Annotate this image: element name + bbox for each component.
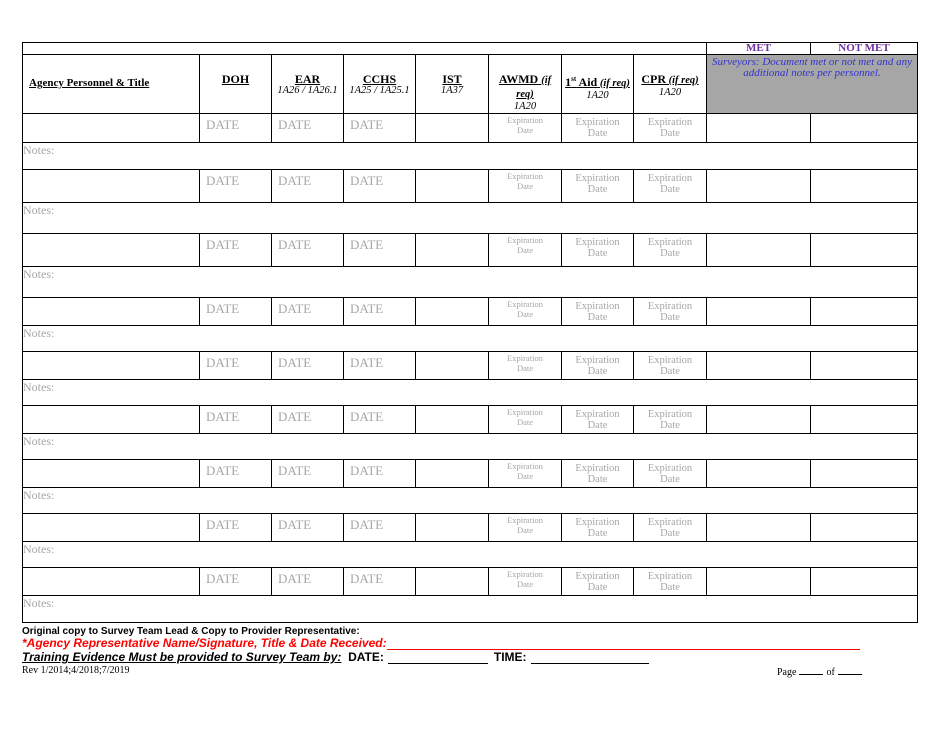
personnel-row: [23, 406, 918, 434]
cpr-expiration-cell[interactable]: Expiration Date: [634, 352, 707, 380]
awmd-expiration-cell[interactable]: Expiration Date: [489, 114, 562, 143]
met-header: MET: [707, 43, 811, 55]
ist-cell[interactable]: [416, 568, 489, 596]
awmd-expiration-cell[interactable]: Expiration Date: [489, 460, 562, 488]
date-cell[interactable]: DATE: [272, 460, 344, 488]
personnel-row: [23, 352, 918, 380]
first-aid-header: 1st Aid (if req) 1A20: [562, 55, 634, 114]
met-cell[interactable]: [707, 460, 811, 488]
personnel-name-cell[interactable]: [23, 170, 200, 203]
cpr-expiration-cell[interactable]: Expiration Date: [634, 514, 707, 542]
personnel-row: [23, 234, 918, 267]
notes-row: [23, 542, 918, 568]
notes-row: [23, 143, 918, 170]
date-cell[interactable]: DATE: [200, 234, 272, 267]
ist-header: IST 1A37: [416, 55, 489, 114]
page-number: Page of: [777, 665, 865, 678]
personnel-training-table: [22, 42, 918, 623]
awmd-expiration-cell[interactable]: Expiration Date: [489, 406, 562, 434]
date-cell[interactable]: DATE: [272, 298, 344, 326]
copy-instructions: Original copy to Survey Team Lead & Copy to Provider Representative:: [22, 626, 360, 637]
date-cell[interactable]: DATE: [272, 514, 344, 542]
not-met-cell[interactable]: [811, 114, 918, 143]
personnel-row: [23, 114, 918, 143]
ist-cell[interactable]: [416, 514, 489, 542]
ear-header: EAR 1A26 / 1A26.1: [272, 55, 344, 114]
notes-cell[interactable]: Notes:: [23, 326, 918, 352]
notes-cell[interactable]: Notes:: [23, 267, 918, 298]
revision-label: Rev 1/2014;4/2018;7/2019: [22, 665, 130, 676]
ist-cell[interactable]: [416, 114, 489, 143]
awmd-expiration-cell[interactable]: Expiration Date: [489, 568, 562, 596]
time-blank[interactable]: [531, 651, 649, 664]
awmd-expiration-cell[interactable]: Expiration Date: [489, 514, 562, 542]
awmd-expiration-cell[interactable]: Expiration Date: [489, 298, 562, 326]
date-cell[interactable]: DATE: [272, 568, 344, 596]
not-met-cell[interactable]: [811, 170, 918, 203]
cpr-expiration-cell[interactable]: Expiration Date: [634, 298, 707, 326]
awmd-expiration-cell[interactable]: Expiration Date: [489, 170, 562, 203]
not-met-cell[interactable]: [811, 234, 918, 267]
notes-row: [23, 596, 918, 623]
not-met-cell[interactable]: [811, 298, 918, 326]
first-aid-expiration-cell[interactable]: Expiration Date: [562, 514, 634, 542]
personnel-name-cell[interactable]: [23, 460, 200, 488]
signature-blank[interactable]: [387, 637, 860, 650]
notes-cell[interactable]: Notes:: [23, 488, 918, 514]
notes-cell[interactable]: Notes:: [23, 203, 918, 234]
first-aid-expiration-cell[interactable]: Expiration Date: [562, 406, 634, 434]
cchs-header: CCHS 1A25 / 1A25.1: [344, 55, 416, 114]
date-cell[interactable]: DATE: [272, 234, 344, 267]
notes-cell[interactable]: Notes:: [23, 542, 918, 568]
date-cell[interactable]: DATE: [344, 406, 416, 434]
page-blank[interactable]: [799, 665, 823, 675]
notes-row: [23, 326, 918, 352]
personnel-name-cell[interactable]: [23, 352, 200, 380]
date-cell[interactable]: DATE: [344, 298, 416, 326]
date-cell[interactable]: DATE: [344, 568, 416, 596]
notes-row: [23, 203, 918, 234]
awmd-expiration-cell[interactable]: Expiration Date: [489, 234, 562, 267]
date-cell[interactable]: DATE: [344, 114, 416, 143]
ist-cell[interactable]: [416, 352, 489, 380]
personnel-row: [23, 514, 918, 542]
date-blank[interactable]: [388, 651, 488, 664]
met-cell[interactable]: [707, 234, 811, 267]
first-aid-expiration-cell[interactable]: Expiration Date: [562, 170, 634, 203]
not-met-cell[interactable]: [811, 352, 918, 380]
date-cell[interactable]: DATE: [272, 114, 344, 143]
personnel-name-cell[interactable]: [23, 114, 200, 143]
notes-row: [23, 380, 918, 406]
awmd-header: AWMD (if req) 1A20: [489, 55, 562, 114]
cpr-expiration-cell[interactable]: Expiration Date: [634, 406, 707, 434]
notes-cell[interactable]: Notes:: [23, 434, 918, 460]
date-cell[interactable]: DATE: [344, 234, 416, 267]
cpr-expiration-cell[interactable]: Expiration Date: [634, 114, 707, 143]
first-aid-expiration-cell[interactable]: Expiration Date: [562, 298, 634, 326]
first-aid-expiration-cell[interactable]: Expiration Date: [562, 352, 634, 380]
personnel-name-cell[interactable]: [23, 514, 200, 542]
doh-header: DOH: [200, 55, 272, 114]
date-cell[interactable]: DATE: [200, 170, 272, 203]
not-met-cell[interactable]: [811, 460, 918, 488]
not-met-header: NOT MET: [811, 43, 918, 55]
cpr-expiration-cell[interactable]: Expiration Date: [634, 568, 707, 596]
personnel-name-cell[interactable]: [23, 406, 200, 434]
first-aid-expiration-cell[interactable]: Expiration Date: [562, 234, 634, 267]
met-cell[interactable]: [707, 352, 811, 380]
first-aid-expiration-cell[interactable]: Expiration Date: [562, 114, 634, 143]
personnel-name-cell[interactable]: [23, 298, 200, 326]
first-aid-expiration-cell[interactable]: Expiration Date: [562, 460, 634, 488]
notes-cell[interactable]: Notes:: [23, 596, 918, 623]
met-cell[interactable]: [707, 170, 811, 203]
notes-cell[interactable]: Notes:: [23, 380, 918, 406]
date-cell[interactable]: DATE: [344, 514, 416, 542]
personnel-name-cell[interactable]: [23, 568, 200, 596]
not-met-cell[interactable]: [811, 406, 918, 434]
personnel-row: [23, 298, 918, 326]
date-cell[interactable]: DATE: [344, 170, 416, 203]
cpr-expiration-cell[interactable]: Expiration Date: [634, 234, 707, 267]
notes-row: [23, 267, 918, 298]
date-cell[interactable]: DATE: [200, 460, 272, 488]
ist-cell[interactable]: [416, 298, 489, 326]
personnel-row: [23, 460, 918, 488]
page-total-blank[interactable]: [838, 665, 862, 675]
date-cell[interactable]: DATE: [200, 514, 272, 542]
date-cell[interactable]: DATE: [200, 568, 272, 596]
first-aid-expiration-cell[interactable]: Expiration Date: [562, 568, 634, 596]
cpr-expiration-cell[interactable]: Expiration Date: [634, 170, 707, 203]
training-evidence-line: Training Evidence Must be provided to Survey Team by: DATE: TIME:: [22, 650, 649, 664]
date-cell[interactable]: DATE: [272, 170, 344, 203]
personnel-name-cell[interactable]: [23, 234, 200, 267]
met-cell[interactable]: [707, 298, 811, 326]
ist-cell[interactable]: [416, 234, 489, 267]
date-cell[interactable]: DATE: [200, 352, 272, 380]
date-cell[interactable]: DATE: [344, 460, 416, 488]
ist-cell[interactable]: [416, 460, 489, 488]
ist-cell[interactable]: [416, 406, 489, 434]
cpr-header: CPR (if req) 1A20: [634, 55, 707, 114]
surveyors-note: Surveyors: Document met or not met and any additional notes per personnel.: [707, 55, 918, 114]
awmd-expiration-cell[interactable]: Expiration Date: [489, 352, 562, 380]
date-cell[interactable]: DATE: [200, 114, 272, 143]
date-cell[interactable]: DATE: [344, 352, 416, 380]
date-cell[interactable]: DATE: [272, 352, 344, 380]
ist-cell[interactable]: [416, 170, 489, 203]
notes-row: [23, 434, 918, 460]
met-cell[interactable]: [707, 568, 811, 596]
personnel-title-header: Agency Personnel & Title: [23, 55, 200, 114]
met-cell[interactable]: [707, 406, 811, 434]
notes-row: [23, 488, 918, 514]
cpr-expiration-cell[interactable]: Expiration Date: [634, 460, 707, 488]
date-cell[interactable]: DATE: [200, 406, 272, 434]
notes-cell[interactable]: Notes:: [23, 143, 918, 170]
personnel-row: [23, 170, 918, 203]
date-cell[interactable]: DATE: [200, 298, 272, 326]
met-cell[interactable]: [707, 114, 811, 143]
not-met-cell[interactable]: [811, 568, 918, 596]
not-met-cell[interactable]: [811, 514, 918, 542]
personnel-row: [23, 568, 918, 596]
met-cell[interactable]: [707, 514, 811, 542]
date-cell[interactable]: DATE: [272, 406, 344, 434]
agency-representative-line: *Agency Representative Name/Signature, Title & Date Received:: [22, 636, 860, 650]
